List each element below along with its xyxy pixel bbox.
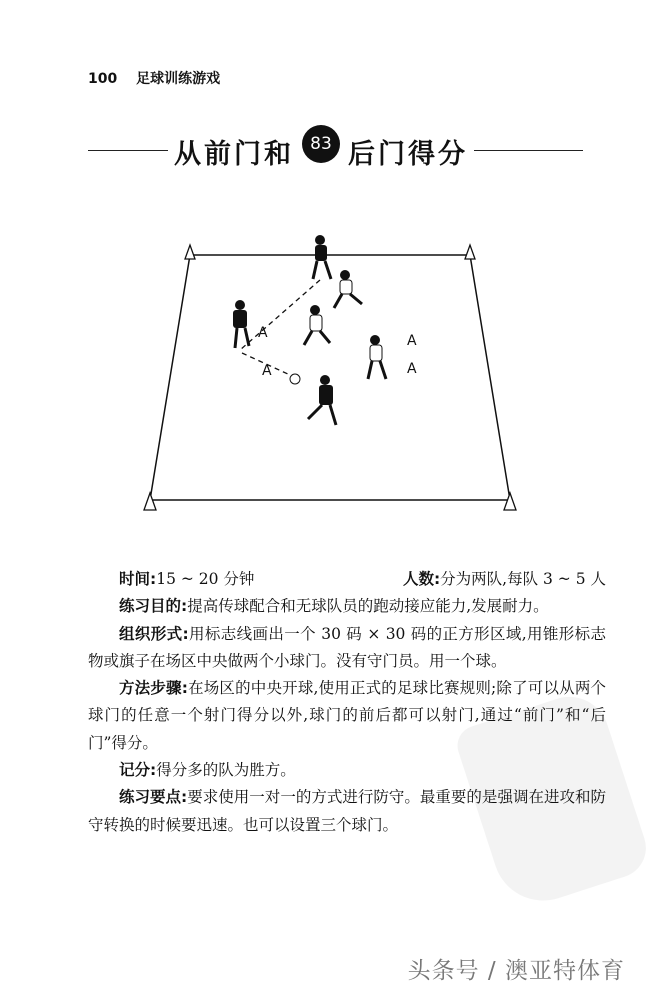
title-before: 从前门和 <box>174 139 294 170</box>
method-paragraph: 方法步骤:在场区的中央开球,使用正式的足球比赛规则;除了可以从两个球门的任意一个射门得分以外,球门的前后都可以射门,通过“前门”和“后门”得分。 <box>88 679 606 752</box>
goal-flag-label: A <box>262 363 272 379</box>
section-title <box>88 124 583 174</box>
game-description <box>88 566 606 839</box>
players-info: 人数:分为两队,每队 3 ~ 5 人 <box>402 570 606 588</box>
organization-paragraph: 组织形式:用标志线画出一个 30 码 × 30 码的正方形区域,用锥形标志物或旗子在场区中央做两个小球门。没有守门员。用一个球。 <box>88 624 607 670</box>
page-number: 100 <box>88 71 118 87</box>
game-number-badge: 83 <box>302 125 340 163</box>
running-header <box>88 68 220 88</box>
scoring-paragraph: 记分:得分多的队为胜方。 <box>119 761 296 780</box>
pass-lines <box>240 280 320 375</box>
title-after: 后门得分 <box>348 139 468 170</box>
goal-flag-label: A <box>407 333 417 349</box>
cone-icons <box>144 245 516 510</box>
ball-icon <box>290 374 300 384</box>
player-figures <box>233 235 386 425</box>
book-title: 足球训练游戏 <box>136 71 221 87</box>
goal-flag-label: A <box>407 361 417 377</box>
time-info: 时间:15 ~ 20 分钟 <box>119 570 255 588</box>
field-illustration <box>130 225 530 525</box>
source-watermark: 头条号 / 澳亚特体育 <box>407 958 625 984</box>
goal-flag-label: A <box>258 325 268 341</box>
purpose-paragraph: 练习目的:提高传球配合和无球队员的跑动接应能力,发展耐力。 <box>119 597 549 616</box>
field-boundary <box>150 255 510 500</box>
key-points-paragraph: 练习要点:要求使用一对一的方式进行防守。最重要的是强调在进攻和防守转换的时候要迅速。也可以设置三个球门。 <box>88 788 606 834</box>
